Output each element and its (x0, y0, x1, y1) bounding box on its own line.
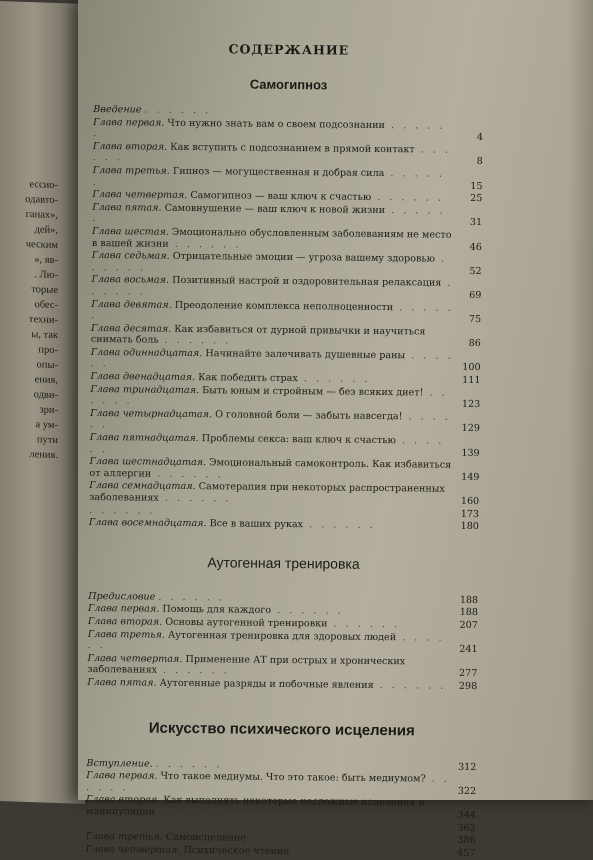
toc-entry (89, 456, 479, 483)
chapter-label: Глава седьмая. (92, 250, 170, 262)
section-title: Самогипноз (93, 75, 483, 94)
page-number: 207 (460, 620, 478, 632)
left-page-line: а ум- (0, 415, 58, 433)
toc-entry (88, 629, 478, 656)
toc-entry (89, 480, 479, 507)
chapter-label: Глава шестнадцатая. (90, 456, 207, 468)
page-number: 362 (457, 822, 475, 834)
page-number: 386 (457, 835, 475, 847)
leader-dots: . . . . . . (159, 493, 232, 505)
page-number: 8 (477, 156, 483, 168)
page-number: 69 (469, 290, 481, 302)
toc-entry (91, 274, 481, 301)
page-number: 160 (461, 496, 479, 508)
left-page-text (0, 175, 58, 463)
leader-dots: . . . . . . (157, 665, 230, 677)
toc-entry (92, 226, 482, 253)
leader-dots: . . . . . . (151, 468, 224, 480)
section-title: Искусство психического исцеления (87, 718, 477, 739)
chapter-label: Глава четвертая. (92, 189, 187, 201)
page-number: 25 (470, 193, 482, 205)
leader-dots: . . . . . . (90, 435, 445, 455)
chapter-label: Глава пятая. (87, 677, 156, 689)
left-page-line: техни- (0, 310, 58, 328)
left-page-line: ессио- (0, 175, 58, 193)
toc-title: СОДЕРЖАНИЕ (94, 40, 484, 59)
chapter-title: Что нужно знать вам о своем подсознании (167, 117, 385, 130)
leader-dots: . . . . . . (371, 192, 444, 204)
left-page-line: обес- (0, 295, 58, 313)
page-number: 188 (460, 595, 478, 607)
chapter-label: Глава двенадцатая. (90, 371, 195, 383)
toc-entry (93, 141, 483, 168)
leader-dots: . . . . . . (91, 278, 453, 297)
chapter-label: Глава вторая. (93, 141, 167, 153)
chapter-title: Начинайте залечивать душевные раны (205, 348, 405, 361)
page-number: 457 (457, 848, 475, 860)
toc-entry (91, 323, 481, 350)
page-number: 322 (458, 786, 476, 798)
chapter-label: Глава третья. (93, 165, 170, 177)
leader-dots: . . . . . . (90, 387, 448, 407)
leader-dots: . . . . . . (158, 591, 225, 603)
chapter-label: Вступление. (86, 757, 152, 769)
left-page-line: », яв- (0, 250, 58, 268)
leader-dots: . . . . . . (92, 205, 446, 225)
chapter-title: Отрицательные эмоции — угроза вашему здоровью (173, 251, 435, 265)
chapter-label: Глава четырнадцатая. (90, 408, 212, 420)
chapter-label: Глава восемнадцатая. (89, 517, 207, 529)
leader-dots: . . . . . . (90, 411, 451, 431)
left-page-line: торые (0, 280, 58, 298)
chapter-label: Предисловие (88, 591, 155, 603)
toc-entry (86, 794, 476, 821)
left-page-line: ы, так (0, 325, 58, 343)
leader-dots: . . . . . . (374, 680, 447, 692)
chapter-title: Самовнушение — ваш ключ к новой жизни (165, 202, 386, 215)
toc-entry (86, 770, 476, 797)
page-number: 123 (462, 399, 480, 411)
toc-entry (92, 165, 482, 192)
page-number: 139 (461, 447, 479, 459)
page-number: 149 (461, 472, 479, 484)
leader-dots: . . . . . . (89, 505, 156, 517)
left-page-line: одавто- (0, 190, 58, 208)
page-number: 129 (462, 423, 480, 435)
chapter-title: Позитивный настрой и оздоровительная релаксация (172, 275, 441, 289)
table-of-contents (85, 40, 484, 860)
leader-dots: . . . . . . (86, 774, 450, 793)
chapter-label: Глава первая. (88, 603, 159, 615)
chapter-label: Глава пятая. (92, 202, 161, 214)
chapter-title: О головной боли — забыть навсегда! (215, 409, 402, 422)
leader-dots: . . . . . . (298, 373, 371, 385)
chapter-label: Глава вторая. (86, 794, 160, 806)
chapter-title: Самоисцеление (166, 832, 246, 844)
leader-dots: . . . . . . (271, 605, 344, 617)
chapter-label: Глава девятая. (91, 298, 172, 310)
chapter-title: Эмоционально обусловленным заболеваниям не место в вашей жизни (92, 227, 452, 250)
chapter-title: Быть юным и стройным — без всяких диет! (202, 385, 423, 398)
left-page-line: дей», (0, 220, 58, 238)
leader-dots: . . . . . . (327, 618, 400, 630)
toc-entry (91, 347, 481, 374)
chapter-title: Аутогенные разряды и побочные явления (160, 678, 374, 691)
chapter-label: Глава семнадцатая. (89, 480, 195, 492)
leader-dots: . . . . . . (159, 335, 232, 347)
chapter-label: Глава первая. (93, 117, 164, 129)
page-number: 241 (459, 644, 477, 656)
chapter-label: Глава одиннадцатая. (91, 347, 203, 359)
leader-dots: . . . . . . (92, 254, 448, 274)
toc-entry (87, 653, 477, 680)
chapter-label: Глава восьмая. (91, 274, 169, 286)
leader-dots: . . . . . . (156, 758, 223, 770)
chapter-label: Глава шестая. (92, 226, 169, 238)
chapter-label: Введение (93, 104, 141, 116)
left-page-line: ческим (0, 235, 58, 253)
toc-entry (92, 202, 482, 229)
page-edge-shadow (568, 0, 593, 800)
chapter-label: Глава вторая. (88, 616, 162, 628)
toc-entry (90, 432, 480, 459)
chapter-title: Преодоление комплекса неполноценности (175, 299, 394, 312)
chapter-label: Глава пятнадцатая. (90, 432, 199, 444)
chapter-label: Глава третья. (86, 831, 163, 843)
chapter-title: Психическое чтение (183, 845, 289, 857)
chapter-title: Проблемы секса: ваш ключ к счастью (202, 433, 396, 446)
leader-dots: . . . . . . (88, 632, 445, 652)
page-number: 75 (469, 314, 481, 326)
leader-dots: . . . . . . (289, 846, 362, 858)
chapter-title: Как выполнять некоторые несложные исцеления и манипуляции (86, 795, 425, 818)
chapter-label: Глава четвертая. (87, 653, 182, 665)
chapter-label: Глава тринадцатая. (90, 384, 199, 396)
page-number: 31 (470, 217, 482, 229)
toc-entry (91, 298, 481, 325)
leader-dots: . . . . . . (246, 833, 319, 845)
page-number: 15 (470, 181, 482, 193)
page-number: 277 (459, 668, 477, 680)
chapter-title: Гипноз — могущественная и добрая сила (173, 166, 385, 179)
toc-sections (85, 75, 483, 859)
chapter-title: Как вступить с подсознанием в прямой контакт (170, 142, 415, 156)
chapter-title: Эмоциональный самоконтроль. Как избавиться от аллергии (89, 457, 451, 479)
left-page-line: ения, (0, 370, 58, 388)
chapter-title: Как победить страх (198, 372, 298, 384)
page-number: 180 (461, 521, 479, 533)
left-page-line: зри- (0, 400, 58, 418)
left-page-line: про- (0, 340, 58, 358)
leader-dots: . . . . . . (303, 519, 376, 531)
toc-entry (90, 408, 480, 435)
page-number: 298 (459, 681, 477, 693)
chapter-label: Глава первая. (86, 770, 157, 782)
toc-entry (92, 250, 482, 277)
leader-dots: . . . . . . (93, 120, 446, 140)
chapter-title: Самогипноз — ваш ключ к счастью (190, 190, 371, 203)
page-number: 4 (477, 132, 483, 144)
chapter-label: Глава десятая. (91, 323, 171, 335)
page-number: 312 (458, 761, 476, 773)
chapter-title: Все в ваших руках (210, 518, 304, 530)
chapter-title: Аутогенная тренировка для здоровых людей (168, 629, 396, 642)
leader-dots: . . . . . . (145, 105, 212, 117)
chapter-label: Глава четвертая. (85, 844, 180, 856)
page-number: 52 (469, 266, 481, 278)
page-number: 111 (462, 375, 480, 387)
leader-dots: . . . . . . (86, 818, 153, 830)
chapter-title: Как избавиться от дурной привычки и научиться снимать боль (91, 324, 426, 346)
page-number: 344 (458, 810, 476, 822)
chapter-title: Что такое медиумы. Что это такое: быть медиумом? (161, 771, 426, 785)
chapter-title: Применение АТ при острых и хронических заболеваниях (87, 654, 405, 676)
left-page-line: . Лю- (0, 265, 58, 283)
left-page-line: одви- (0, 385, 58, 403)
left-page (0, 0, 85, 804)
left-page-line: пути (0, 430, 58, 448)
chapter-label: Глава третья. (88, 629, 165, 641)
leader-dots: . . . . . . (169, 238, 242, 250)
chapter-title: Основы аутогенной тренировки (165, 617, 327, 630)
chapter-title: Самотерапия при некоторых распространенных заболеваниях (89, 482, 445, 504)
section-title: Аутогенная тренировка (88, 553, 478, 573)
left-page-line: опы- (0, 355, 58, 373)
leader-dots: . . . . . . (91, 350, 454, 369)
left-page-line: ганах», (0, 205, 58, 223)
leader-dots: . . . . . . (92, 168, 445, 188)
leader-dots: . . . . . . (93, 144, 451, 164)
page-number: 100 (462, 362, 480, 374)
page-number: 86 (469, 338, 481, 350)
left-page-line: ления. (0, 445, 58, 463)
page-number: 173 (461, 508, 479, 520)
toc-entry (93, 117, 483, 144)
book-page (78, 0, 593, 800)
page-number: 188 (460, 607, 478, 619)
toc-entry (90, 384, 480, 411)
page-number: 46 (470, 241, 482, 253)
chapter-title: Помощь для каждого (162, 604, 271, 616)
leader-dots: . . . . . . (91, 302, 454, 321)
leader-dots: . . . . . . (155, 807, 228, 819)
